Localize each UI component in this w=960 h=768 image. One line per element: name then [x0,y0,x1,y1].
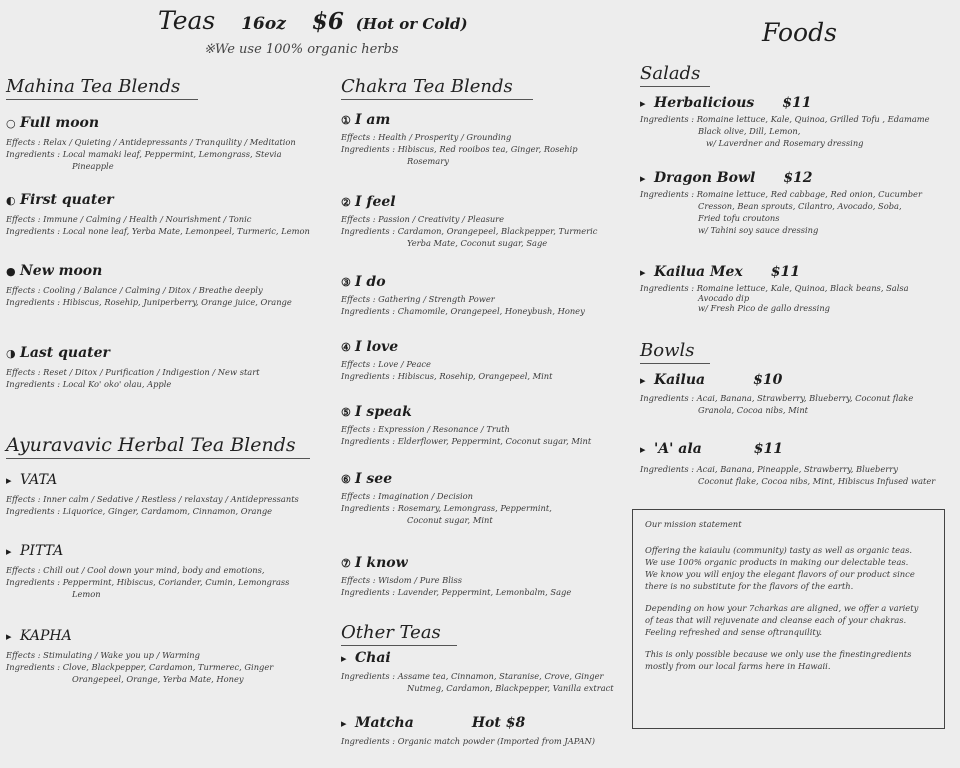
triangle-bullet-icon: ▸ [640,443,646,456]
menu-item [341,650,614,694]
item-price: $12 [783,170,813,186]
item-ingredients: Ingredients : Romaine lettuce, Kale, Quinoa, Black beans, Salsa [640,283,909,293]
item-ingredients: Ingredients : Chamomile, Orangepeel, Honeybush, Honey [341,306,585,316]
item-name: 'A' ala [654,441,702,457]
bowls-section-title: Bowls [640,340,710,364]
item-name: Matcha [355,715,414,731]
full-moon-icon: ○ [6,117,16,130]
mission-line: Feeling refreshed and sense oftranquility. [645,627,823,637]
item-ingredients: Ingredients : Clove, Blackpepper, Cardamon, Turmerec, Ginger [6,662,274,672]
menu-item [341,555,571,598]
mission-paragraph [645,648,932,672]
item-effects: Effects : Expression / Resonance / Truth [341,424,510,434]
triangle-bullet-icon: ▸ [640,97,646,110]
item-ingredients: Ingredients : Organic match powder (Imported from JAPAN) [341,736,596,746]
item-effects: Effects : Gathering / Strength Power [341,294,495,304]
mission-title: Our mission statement [645,519,742,529]
mission-line: We know you will enjoy the elegant flavors of our product since [645,569,915,579]
menu-item [341,339,552,382]
item-ingredients-cont: Granola, Cocoa nibs, Mint [698,405,808,415]
menu-item [6,263,292,308]
item-name: I feel [355,194,396,210]
item-ingredients: Ingredients : Hibiscus, Rosehip, Orangepeel, Mint [341,371,553,381]
item-ingredients: Ingredients : Hibiscus, Rosehip, Juniperberry, Orange juice, Orange [6,297,292,307]
item-name: PITTA [20,543,64,559]
hot-cold-note: (Hot or Cold) [355,15,468,33]
foods-title: Foods [762,18,837,47]
item-dressing: w/ Laverdner and Rosemary dressing [706,138,864,148]
item-ingredients-cont: Coconut flake, Cocoa nibs, Mint, Hibiscus Infused water [698,476,936,486]
item-name: Kailua [654,372,706,388]
menu-item [6,628,273,685]
menu-item [640,170,922,236]
item-ingredients: Ingredients : Acai, Banana, Pineapple, Strawberry, Blueberry [640,464,898,474]
item-effects: Effects : Cooling / Balance / Calming / Ditox / Breathe deeply [6,285,263,295]
item-ingredients-cont: Lemon [72,589,101,599]
item-dressing: w/ Tahini soy sauce dressing [698,225,819,235]
item-effects: Effects : Imagination / Decision [341,491,474,501]
menu-item [6,115,296,172]
item-price: $11 [770,264,800,280]
item-name: Kailua Mex [654,264,743,280]
menu-item [6,543,289,600]
item-ingredients-cont: Pineapple [72,161,114,171]
item-ingredients-cont: Black olive, Dill, Lemon, [698,126,801,136]
item-price: $11 [782,95,812,111]
item-name: Full moon [20,115,100,131]
menu-item [6,192,310,237]
other-teas-section-title: Other Teas [341,622,457,646]
item-ingredients-cont: Rosemary [407,156,449,166]
organic-note: ※We use 100% organic herbs [204,42,399,57]
last-quarter-moon-icon: ◑ [6,347,16,360]
mahina-section-title: Mahina Tea Blends [6,76,198,100]
item-ingredients-cont: Fried tofu croutons [698,213,780,223]
triangle-bullet-icon: ▸ [6,474,12,487]
item-name: Last quater [20,345,110,361]
salads-section-title: Salads [640,63,710,87]
item-name: I do [355,274,386,290]
mission-paragraph [645,602,932,638]
item-name: VATA [20,472,58,488]
mission-line: This is only possible because we only use the finestingredients [645,649,912,659]
mission-statement-box [632,509,945,729]
menu-item [341,404,591,447]
item-ingredients: Ingredients : Local none leaf, Yerba Mate, Lemonpeel, Turmeric, Lemon [6,226,310,236]
menu-item [640,441,935,487]
menu-item [341,274,585,317]
item-price: $11 [753,441,784,457]
number-one-icon: ① [341,114,351,127]
item-name: Dragon Bowl [654,170,756,186]
item-ingredients-cont: Cresson, Bean sprouts, Cilantro, Avocado, Soba, [698,201,902,211]
number-five-icon: ⑤ [341,406,351,419]
item-ingredients-cont: Orangepeel, Orange, Yerba Mate, Honey [72,674,244,684]
item-ingredients-cont: Nutmeg, Cardamon, Blackpepper, Vanilla extract [407,683,614,693]
first-quarter-moon-icon: ◐ [6,194,16,207]
item-effects: Effects : Reset / Ditox / Purification / Indigestion / New start [6,367,260,377]
number-four-icon: ④ [341,341,351,354]
triangle-bullet-icon: ▸ [341,652,347,665]
menu-item [640,95,930,149]
item-effects: Effects : Immune / Calming / Health / Nourishment / Tonic [6,214,252,224]
item-effects: Effects : Stimulating / Wake you up / Warming [6,650,200,660]
teas-header [158,6,468,35]
item-ingredients: Ingredients : Hibiscus, Red rooibos tea, Ginger, Rosehip [341,144,578,154]
menu-item [341,471,552,526]
item-name: First quater [20,192,114,208]
item-ingredients: Ingredients : Peppermint, Hibiscus, Coriander, Cumin, Lemongrass [6,577,290,587]
item-effects: Effects : Wisdom / Pure Bliss [341,575,463,585]
item-effects: Effects : Love / Peace [341,359,431,369]
item-effects: Effects : Health / Prosperity / Grounding [341,132,512,142]
item-effects: Effects : Inner calm / Sedative / Restless / relaxstay / Antidepressants [6,494,299,504]
mission-paragraph [645,544,932,592]
item-ingredients-cont: Coconut sugar, Mint [407,515,493,525]
item-name: New moon [20,263,103,279]
item-name: I speak [355,404,412,420]
triangle-bullet-icon: ▸ [6,545,12,558]
menu-item [640,264,909,314]
item-ingredients: Ingredients : Liquorice, Ginger, Cardamom, Cinnamon, Orange [6,506,273,516]
number-six-icon: ⑥ [341,473,351,486]
item-ingredients-cont: Yerba Mate, Coconut sugar, Sage [407,238,548,248]
item-name: I am [355,112,391,128]
chakra-section-title: Chakra Tea Blends [341,76,533,100]
item-effects: Effects : Chill out / Cool down your mind, body and emotions, [6,565,265,575]
menu-item [640,372,913,416]
item-ingredients: Ingredients : Lavender, Peppermint, Lemonbalm, Sage [341,587,572,597]
item-name: I know [355,555,408,571]
item-name: I see [355,471,393,487]
mission-line: We use 100% organic products in making our delectable teas. [645,557,909,567]
item-effects: Effects : Passion / Creativity / Pleasure [341,214,505,224]
tea-price: $6 [311,8,344,35]
menu-item [341,194,597,249]
item-ingredients: Ingredients : Local mamaki leaf, Peppermint, Lemongrass, Stevia [6,149,282,159]
item-name: KAPHA [20,628,72,644]
menu-item [6,345,260,390]
item-ingredients: Ingredients : Acai, Banana, Strawberry, Blueberry, Coconut flake [640,393,914,403]
ayurvedic-section-title: Ayuravavic Herbal Tea Blends [6,434,310,459]
mission-line: of teas that will rejuvenate and cleanse each of your chakras. [645,615,907,625]
item-ingredients: Ingredients : Romaine lettuce, Red cabbage, Red onion, Cucumber [640,189,922,199]
item-ingredients: Ingredients : Romaine lettuce, Kale, Quinoa, Grilled Tofu , Edamame [640,114,930,124]
item-price: $10 [753,372,783,388]
item-dressing: w/ Fresh Pico de gallo dressing [698,303,830,313]
number-two-icon: ② [341,196,351,209]
menu-item [341,112,578,167]
item-ingredients: Ingredients : Rosemary, Lemongrass, Peppermint, [341,503,552,513]
item-ingredients-cont: Avocado dip [698,293,750,303]
cup-size: 16oz [241,14,286,34]
mission-line: Offering the kaiaulu (community) tasty as well as organic teas. [645,545,913,555]
item-name: Chai [355,650,391,666]
teas-title: Teas [158,6,216,35]
item-ingredients: Ingredients : Local Ko' oko' olau, Apple [6,379,172,389]
menu-item [6,472,299,517]
triangle-bullet-icon: ▸ [640,172,646,185]
item-ingredients: Ingredients : Elderflower, Peppermint, Coconut sugar, Mint [341,436,592,446]
item-effects: Effects : Relax / Quieting / Antidepressants / Tranquility / Meditation [6,137,296,147]
mission-line: Depending on how your 7charkas are aligned, we offer a variety [645,603,919,613]
triangle-bullet-icon: ▸ [341,717,347,730]
item-name: Herbalicious [654,95,755,111]
mission-line: there is no substitute for the flavors of the earth. [645,581,854,591]
menu-item [341,715,595,747]
triangle-bullet-icon: ▸ [6,630,12,643]
number-seven-icon: ⑦ [341,557,351,570]
item-ingredients: Ingredients : Cardamon, Orangepeel, Blackpepper, Turmeric [341,226,598,236]
item-name: I love [355,339,399,355]
triangle-bullet-icon: ▸ [640,266,646,279]
item-ingredients: Ingredients : Assame tea, Cinnamon, Staranise, Crove, Ginger [341,671,604,681]
number-three-icon: ③ [341,276,351,289]
item-price: Hot $8 [471,715,526,731]
mission-line: mostly from our local farms here in Hawaii. [645,661,831,671]
new-moon-icon: ● [6,265,16,278]
triangle-bullet-icon: ▸ [640,374,646,387]
